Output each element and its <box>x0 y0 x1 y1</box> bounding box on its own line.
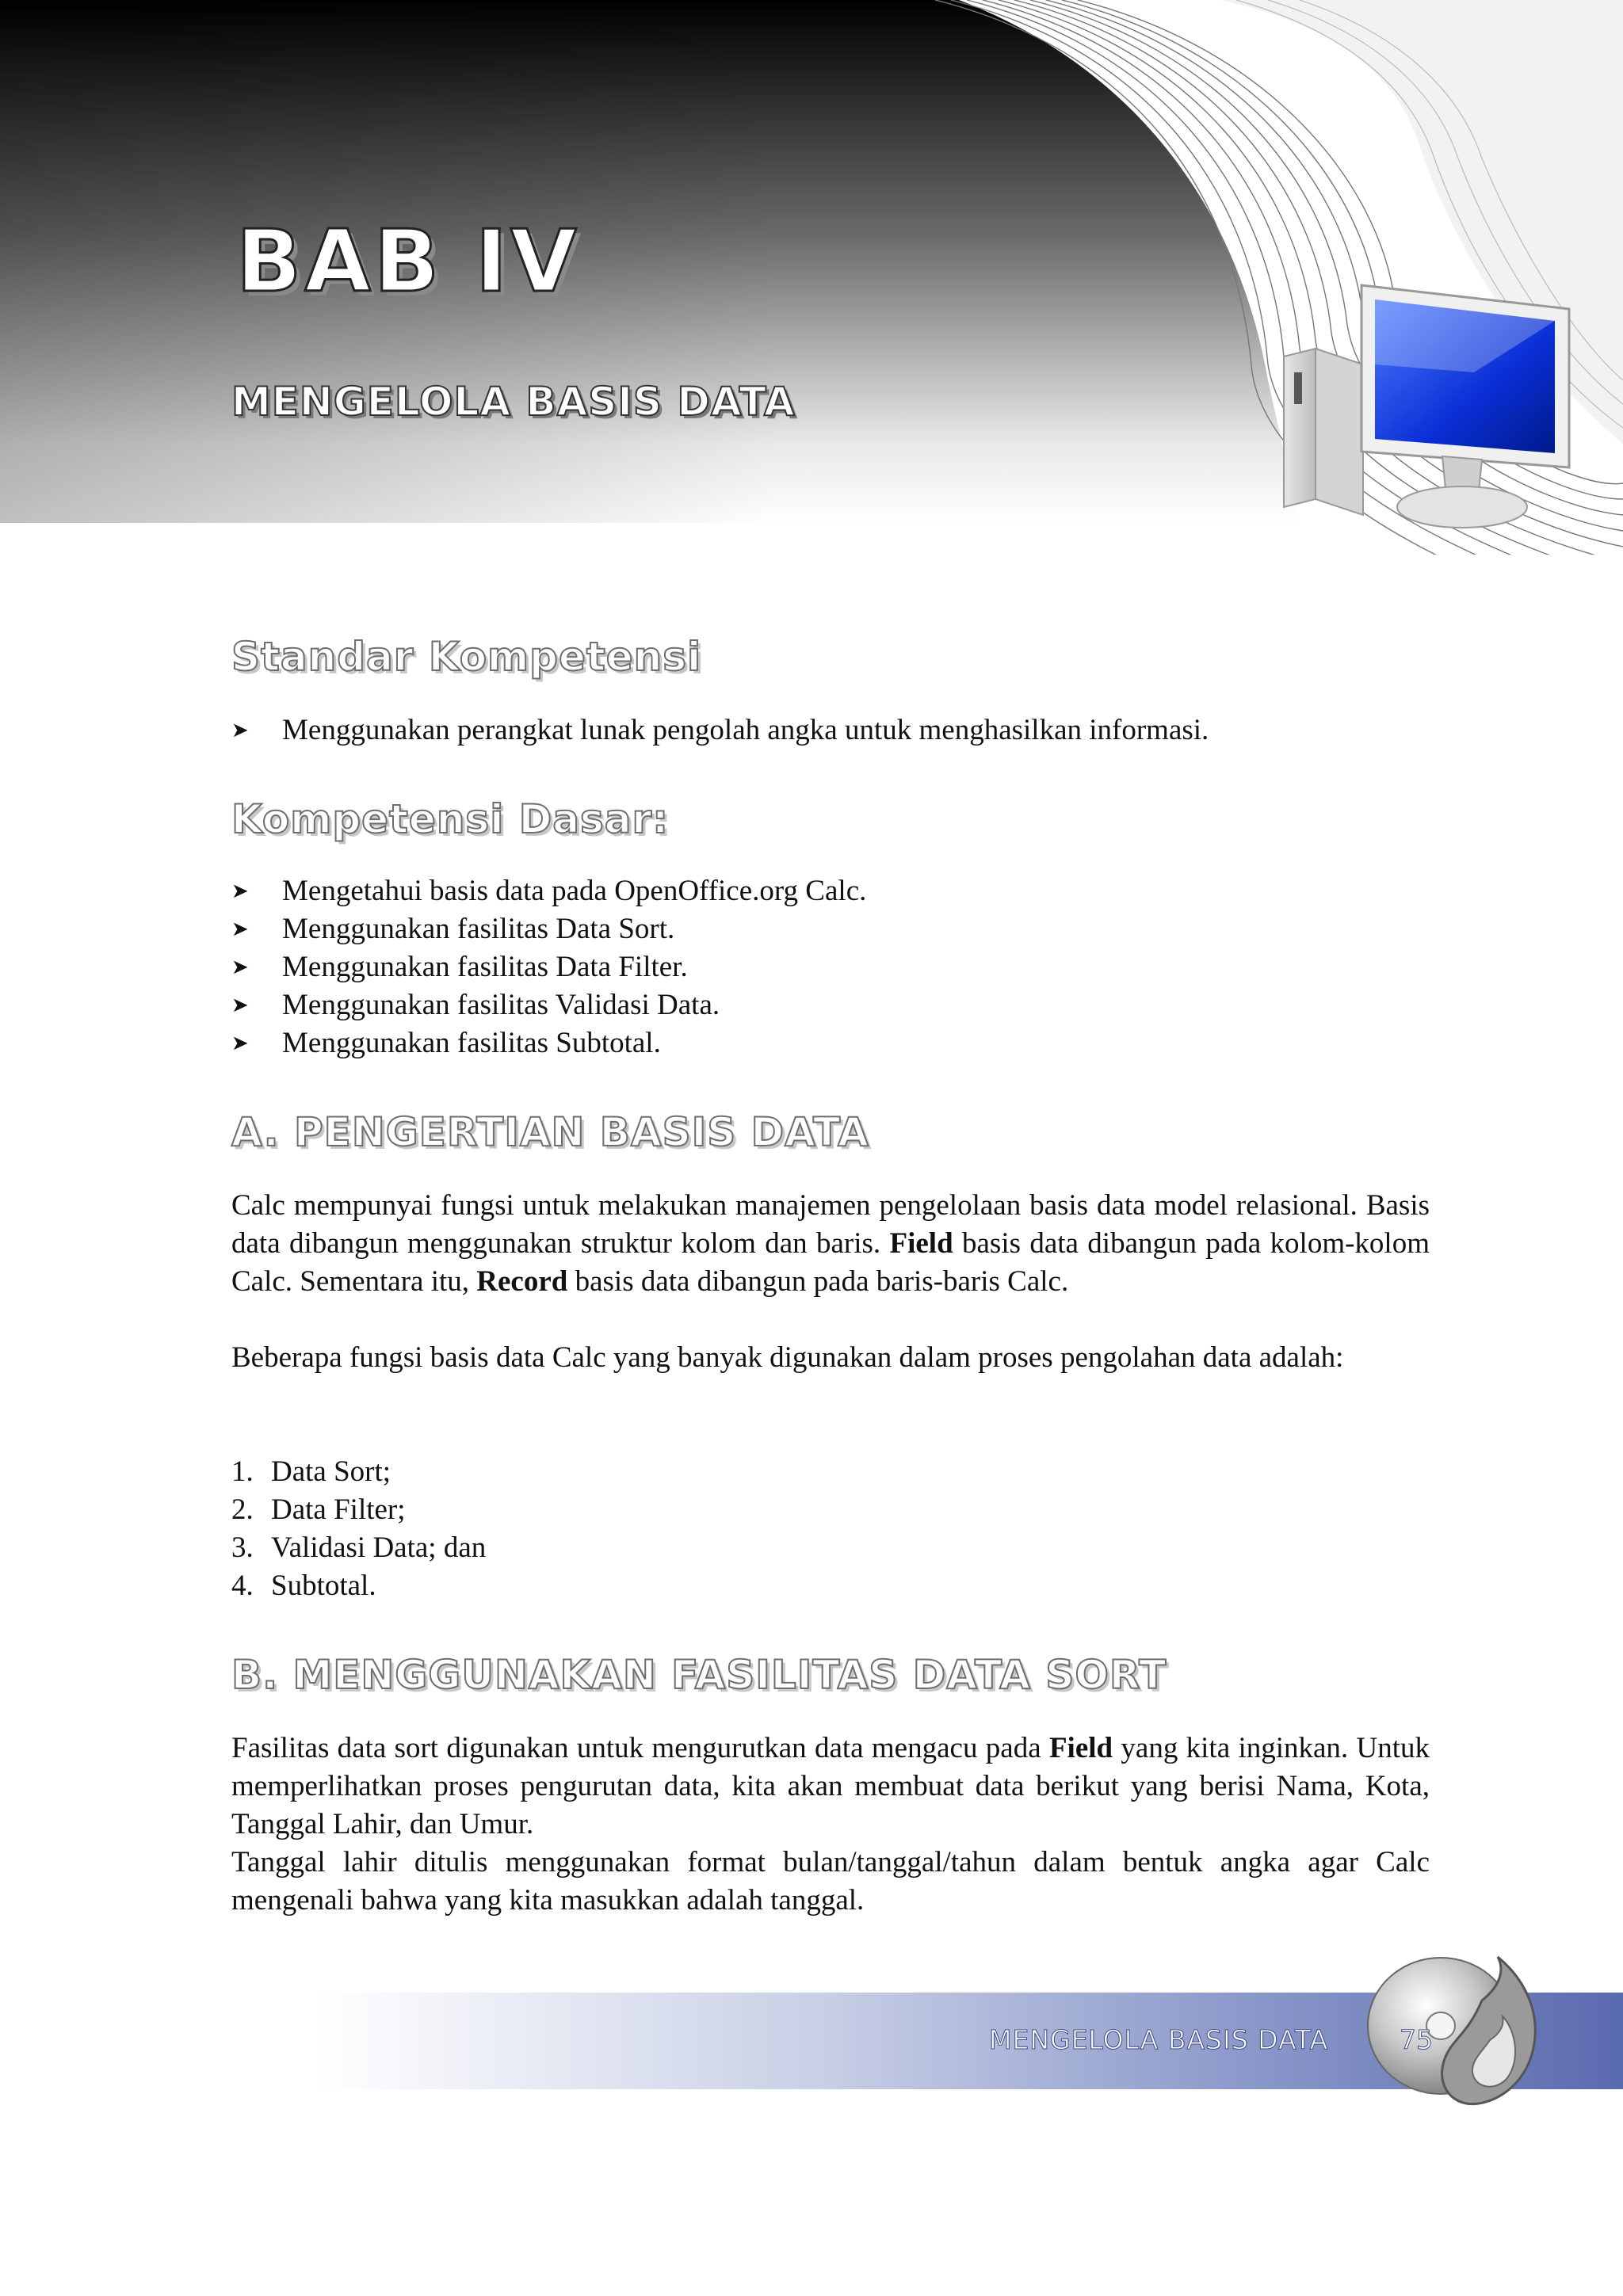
footer-chapter-label: MENGELOLA BASIS DATA <box>989 2024 1329 2055</box>
kompetensi-dasar-list <box>231 872 866 1062</box>
list-number: 2. <box>231 1493 254 1526</box>
section-a-paragraph-2: Beberapa fungsi basis data Calc yang banyak digunakan dalam proses pengolahan data adalah: <box>231 1341 1344 1374</box>
arrow-bullet-icon: ➤ <box>231 955 249 979</box>
kompetensi-dasar-heading: Kompetensi Dasar: <box>231 796 670 842</box>
chapter-title: BAB IV <box>236 212 580 311</box>
standar-kompetensi-heading: Standar Kompetensi <box>231 634 702 680</box>
section-a-heading: A. PENGERTIAN BASIS DATA <box>231 1109 869 1155</box>
bold-term-field: Field <box>889 1227 953 1260</box>
text-run: Fasilitas data sort digunakan untuk mengurutkan data mengacu pada <box>231 1732 1049 1764</box>
list-item <box>231 872 866 910</box>
list-item <box>231 1491 486 1529</box>
list-number: 1. <box>231 1455 254 1488</box>
list-item <box>231 1024 866 1062</box>
list-item-text: Validasi Data; dan <box>271 1531 487 1564</box>
arrow-bullet-icon: ➤ <box>231 1032 249 1055</box>
section-a-paragraph-1 <box>231 1187 1430 1301</box>
section-b-paragraph-2: Tanggal lahir ditulis menggunakan format bulan/tanggal/tahun dalam bentuk angka agar Calc mengenali bahwa yang kita masukkan adalah tanggal. <box>231 1846 1430 1917</box>
list-item <box>231 910 866 948</box>
list-item-text: Menggunakan fasilitas Subtotal. <box>282 1027 661 1059</box>
list-number: 4. <box>231 1569 254 1602</box>
list-item-text: Data Sort; <box>271 1455 391 1488</box>
arrow-bullet-icon: ➤ <box>231 879 249 903</box>
arrow-bullet-icon: ➤ <box>231 994 249 1017</box>
list-item-text: Data Filter; <box>271 1493 406 1526</box>
list-item-text: Menggunakan perangkat lunak pengolah angka untuk menghasilkan informasi. <box>282 714 1209 746</box>
list-item <box>231 948 866 986</box>
list-item <box>231 1529 486 1567</box>
list-number: 3. <box>231 1531 254 1564</box>
arrow-bullet-icon: ➤ <box>231 719 249 742</box>
list-item <box>231 1453 486 1491</box>
section-b-heading: B. MENGGUNAKAN FASILITAS DATA SORT <box>231 1652 1167 1698</box>
bold-term-field: Field <box>1048 1732 1113 1764</box>
computer-monitor-icon <box>1268 277 1585 539</box>
section-a-numbered-list <box>231 1453 486 1605</box>
section-b-paragraph-1 <box>231 1730 1430 1844</box>
arrow-bullet-icon: ➤ <box>231 917 249 941</box>
list-item-text: Menggunakan fasilitas Data Filter. <box>282 951 688 983</box>
text-run: yang kita inginkan. Untuk memperlihatkan proses pengurutan data, kita akan membuat data berikut yang berisi Nama, Kota, Tanggal Lahir, dan Umur. <box>231 1732 1430 1840</box>
text-run: Calc mempunyai fungsi untuk melakukan manajemen pengelolaan basis data model relasional. Basis data dibangun menggunakan struktur kolom dan baris. <box>231 1189 1430 1260</box>
list-item-text: Mengetahui basis data pada OpenOffice.org Calc. <box>282 875 867 907</box>
disc-logo-icon <box>1363 1953 1545 2115</box>
chapter-subtitle: MENGELOLA BASIS DATA <box>231 379 796 425</box>
list-item-text: Menggunakan fasilitas Data Sort. <box>282 913 675 945</box>
bold-term-record: Record <box>476 1265 568 1298</box>
text-run: basis data dibangun pada kolom-kolom Calc. Sementara itu, <box>231 1227 1430 1298</box>
list-item <box>231 1567 486 1605</box>
list-item-text: Subtotal. <box>271 1569 376 1602</box>
standar-kompetensi-list <box>231 711 1209 749</box>
text-run: basis data dibangun pada baris-baris Calc. <box>567 1265 1069 1298</box>
page-number: 75 <box>1400 2024 1433 2055</box>
list-item <box>231 986 866 1024</box>
list-item-text: Menggunakan fasilitas Validasi Data. <box>282 989 720 1021</box>
list-item <box>231 711 1209 749</box>
